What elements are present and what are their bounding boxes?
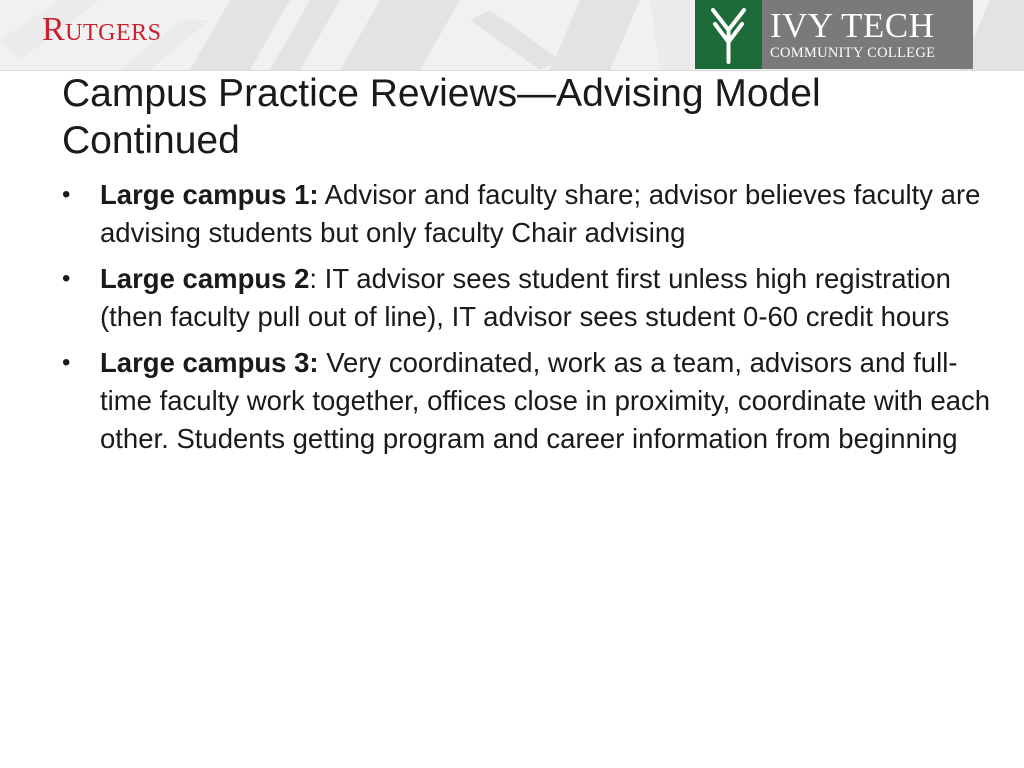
ivy-tech-subtitle: COMMUNITY COLLEGE [770,44,936,61]
bullet-text: : IT advisor sees student first unless high registration (then faculty pull out of line), IT advisor sees student 0-60 credit hours [100,263,951,332]
bullet-item [62,260,992,336]
header-banner [0,0,1024,71]
ivy-tech-name: IVY TECH [770,5,935,45]
bullet-marker: • [62,181,71,208]
bullet-heading: Large campus 1: [100,179,319,210]
ivy-tech-logo [695,0,973,69]
bullet-text: Advisor and faculty share; advisor believes faculty are advising students but only faculty Chair advising [100,179,981,248]
bullet-list [62,176,992,466]
bullet-text: Very coordinated, work as a team, advisors and full-time faculty work together, offices close in proximity, coordinate with each other. Students getting program and career information from beginning [100,347,991,454]
ivy-tech-leaf-icon [695,0,762,69]
ivy-tech-wordmark [762,0,973,69]
bullet-marker: • [62,349,71,376]
slide-title: Campus Practice Reviews—Advising Model Continued [62,72,821,162]
bullet-item [62,176,992,252]
bullet-marker: • [62,265,71,292]
bullet-item [62,344,992,458]
bullet-heading: Large campus 2 [100,263,310,294]
bullet-heading: Large campus 3: [100,347,319,378]
rutgers-logo: Rutgers [42,11,162,48]
